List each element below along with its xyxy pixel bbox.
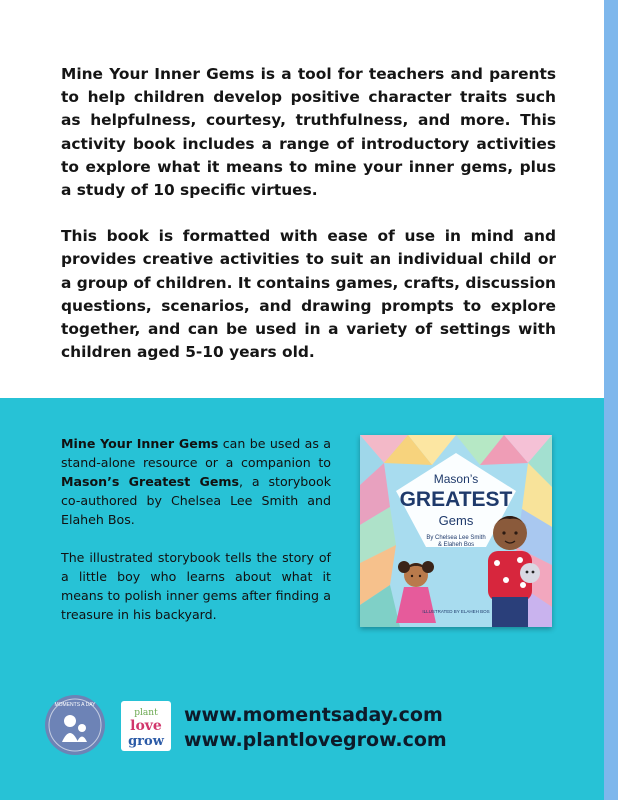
url-moments-a-day[interactable]: www.momentsaday.com [184, 704, 443, 726]
moments-logo-text: MOMENTS A DAY [54, 702, 96, 708]
cover-authors-line2: & Elaheh Bos [437, 542, 475, 548]
description-paragraph-2: The illustrated storybook tells the story of a little boy who learns about what it means to polish inner gems after finding a treasure in his backyard. [61, 550, 331, 622]
desc-storybook-title: Mason’s Greatest Gems [61, 474, 240, 489]
description-paragraph-1 [61, 434, 331, 529]
right-edge-strip [604, 0, 618, 800]
intro-paragraph-2: This book is formatted with ease of use in mind and provides creative activities to suit an individual child or a group of children. It contains games, crafts, discussion questions, scenarios, and drawing prompts to explore together, and can be used in a variety of settings with children aged 5-10 years old. [61, 227, 556, 362]
plant-logo-word-1: plant [134, 708, 158, 718]
intro-paragraph-1-text: is a tool for teachers and parents to help children develop positive character traits such as helpfulness, courtesy, truthfulness, and more. This activity book includes a range of introductory activities to explore what it means to mine your inner gems, plus a study of 10 specific virtues. [61, 65, 556, 200]
cover-title-line2: GREATEST [399, 488, 513, 511]
intro-book-title: Mine Your Inner Gems [61, 65, 255, 83]
plant-logo-word-2: love [130, 718, 162, 734]
plant-logo-word-3: grow [128, 734, 164, 749]
url-plant-love-grow[interactable]: www.plantlovegrow.com [184, 729, 447, 751]
intro-paragraph-1 [61, 63, 556, 202]
desc-book-title: Mine Your Inner Gems [61, 436, 219, 451]
cover-title-line3: Gems [438, 513, 474, 528]
cover-title-line1: Mason’s [433, 472, 479, 486]
cover-illustrated-by: ILLUSTRATED BY ELAHEH BOS [422, 609, 490, 614]
book-cover-image [360, 435, 552, 627]
moments-a-day-logo [44, 694, 106, 756]
desc-mid-text: can be used as a stand-alone resource or a companion to [61, 436, 331, 470]
intro-text [61, 63, 556, 387]
cover-authors-line1: By Chelsea Lee Smith [426, 535, 486, 541]
desc-rest-text: , a storybook co-authored by Chelsea Lee Smith and Elaheh Bos. [61, 474, 331, 527]
plant-love-grow-logo [121, 701, 171, 751]
description-text [61, 434, 331, 643]
footer-urls [184, 703, 447, 753]
